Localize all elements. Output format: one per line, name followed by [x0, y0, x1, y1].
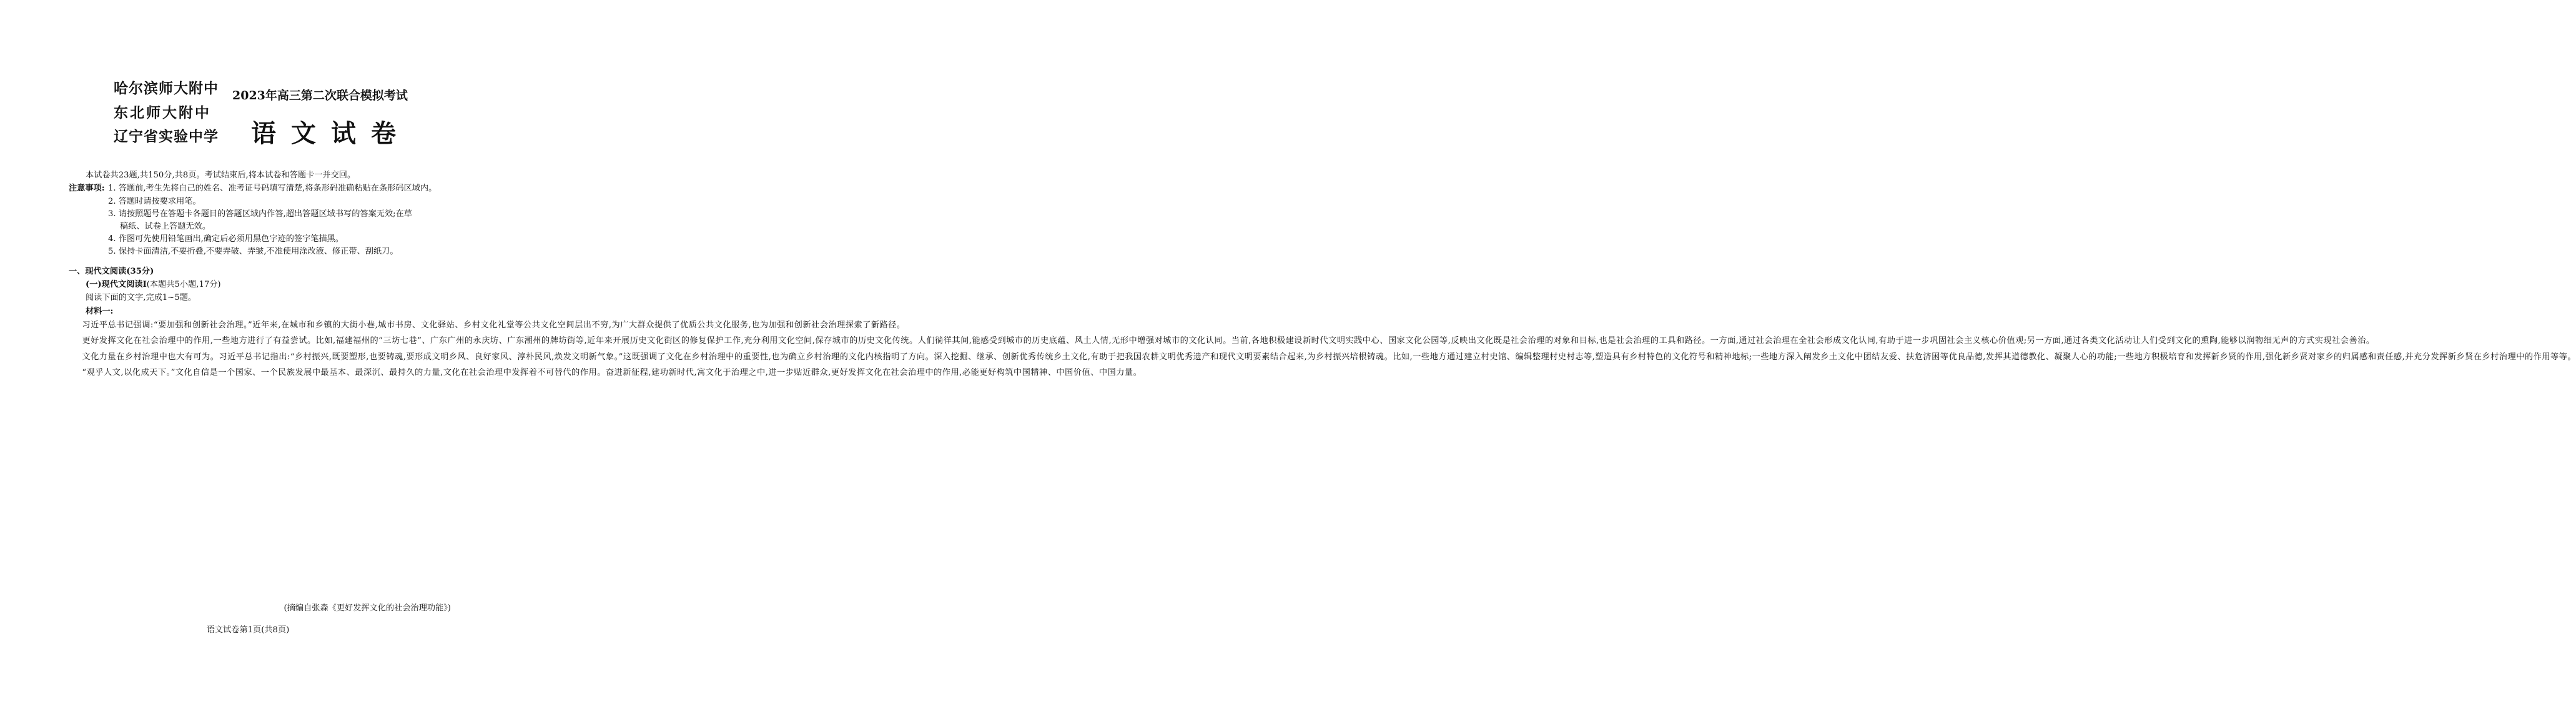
sub-section-note: (本题共5小题,17分)	[146, 280, 221, 289]
paper-title: 语文试卷	[251, 119, 411, 148]
passage-paragraph-3: 文化力量在乡村治理中也大有可为。习近平总书记指出:“乡村振兴,既要塑形,也要铸魂,要形成文明乡风、良好家风、淳朴民风,焕发文明新气象。”这既强调了文化在乡村治理中的重要性,也为确立乡村治理的文化内核指明了方向。深入挖掘、继承、创新优秀传统乡土文化,有助于把我国农耕文明优秀遗产和现代文明要素结合起来,为乡村振兴培根铸魂。比如,一些地方通过建立村史馆、编辑整理村史村志等,塑造具有乡村特色的文化符号和精神地标;一些地方深入阐发乡土文化中团结友爱、扶危济困等优良品德,发挥其道德教化、凝聚人心的功能;一些地方积极培育和发挥新乡贤的作用,强化新乡贤对家乡的归属感和责任感,并充分发挥新乡贤在乡村治理中的作用等等。	[82, 352, 2576, 362]
instructions-label: 注意事项:	[69, 184, 105, 193]
instruction-item-5: 5. 保持卡面清洁,不要折叠,不要弄破、弄皱,不准使用涂改液、修正带、刮纸刀。	[108, 247, 398, 256]
passage	[66, 317, 2576, 381]
school-name-liaoning: 辽宁省实验中学	[114, 128, 219, 145]
sub-section	[86, 279, 221, 291]
passage-paragraph-1: 习近平总书记强调:“要加强和创新社会治理。”近年来,在城市和乡镇的大街小巷,城市书房、文化驿站、乡村文化礼堂等公共文化空间层出不穷,为广大群众提供了优质公共文化服务,也为加强和创新社会治理探索了新路径。	[82, 321, 906, 330]
sub-section-heading: (一)现代文阅读Ⅰ	[86, 280, 147, 289]
passage-paragraph-4: “观乎人文,以化成天下。”文化自信是一个国家、一个民族发展中最基本、最深沉、最持久的力量,文化在社会治理中发挥着不可替代的作用。奋进新征程,建功新时代,寓文化于治理之中,进一步贴近群众,更好发挥文化在社会治理中的作用,必能更好构筑中国精神、中国价值、中国力量。	[82, 368, 1142, 378]
passage-source: (摘编自张森《更好发挥文化的社会治理功能》)	[284, 604, 451, 613]
exam-title: 2023年高三第二次联合模拟考试	[232, 89, 408, 102]
instruction-item-4: 4. 作图可先使用铅笔画出,确定后必须用黑色字迹的签字笔描黑。	[108, 234, 344, 244]
page-footer: 语文试卷第1页(共8页)	[206, 625, 290, 635]
section-heading: 一、现代文阅读(35分)	[69, 267, 154, 276]
passage-paragraph-2: 更好发挥文化在社会治理中的作用,一些地方进行了有益尝试。比如,福建福州的“三坊七巷”、广东广州的永庆坊、广东潮州的牌坊街等,近年来开展历史文化街区的修复保护工作,充分利用文化空间,保存城市的历史文化传统。人们徜徉其间,能感受到城市的历史底蕴、风土人情,无形中增强对城市的文化认同。当前,各地积极建设新时代文明实践中心、国家文化公园等,反映出文化既是社会治理的对象和目标,也是社会治理的工具和路径。一方面,通过社会治理在全社会形成文化认同,有助于进一步巩固社会主义核心价值观;另一方面,通过各类文化活动让人们受到文化的熏陶,能够以润物细无声的方式实现社会善治。	[82, 336, 2375, 346]
material-label: 材料一:	[86, 307, 114, 316]
instruction-item-3-cont: 稿纸、试卷上答题无效。	[120, 222, 211, 231]
school-name-harbin: 哈尔滨师大附中	[114, 80, 219, 97]
instruction-item-1: 1. 答题前,考生先将自己的姓名、准考证号码填写清楚,将条形码准确粘贴在条形码区域内。	[108, 184, 437, 193]
instructions-intro: 本试卷共23题,共150分,共8页。考试结束后,将本试卷和答题卡一并交回。	[86, 171, 356, 180]
instruction-item-2: 2. 答题时请按要求用笔。	[108, 197, 201, 206]
instruction-item-3: 3. 请按照题号在答题卡各题目的答题区域内作答,超出答题区域书写的答案无效;在草	[108, 209, 412, 219]
school-name-dongbei: 东北师大附中	[114, 104, 211, 121]
reading-direction: 阅读下面的文字,完成1~5题。	[86, 293, 197, 302]
